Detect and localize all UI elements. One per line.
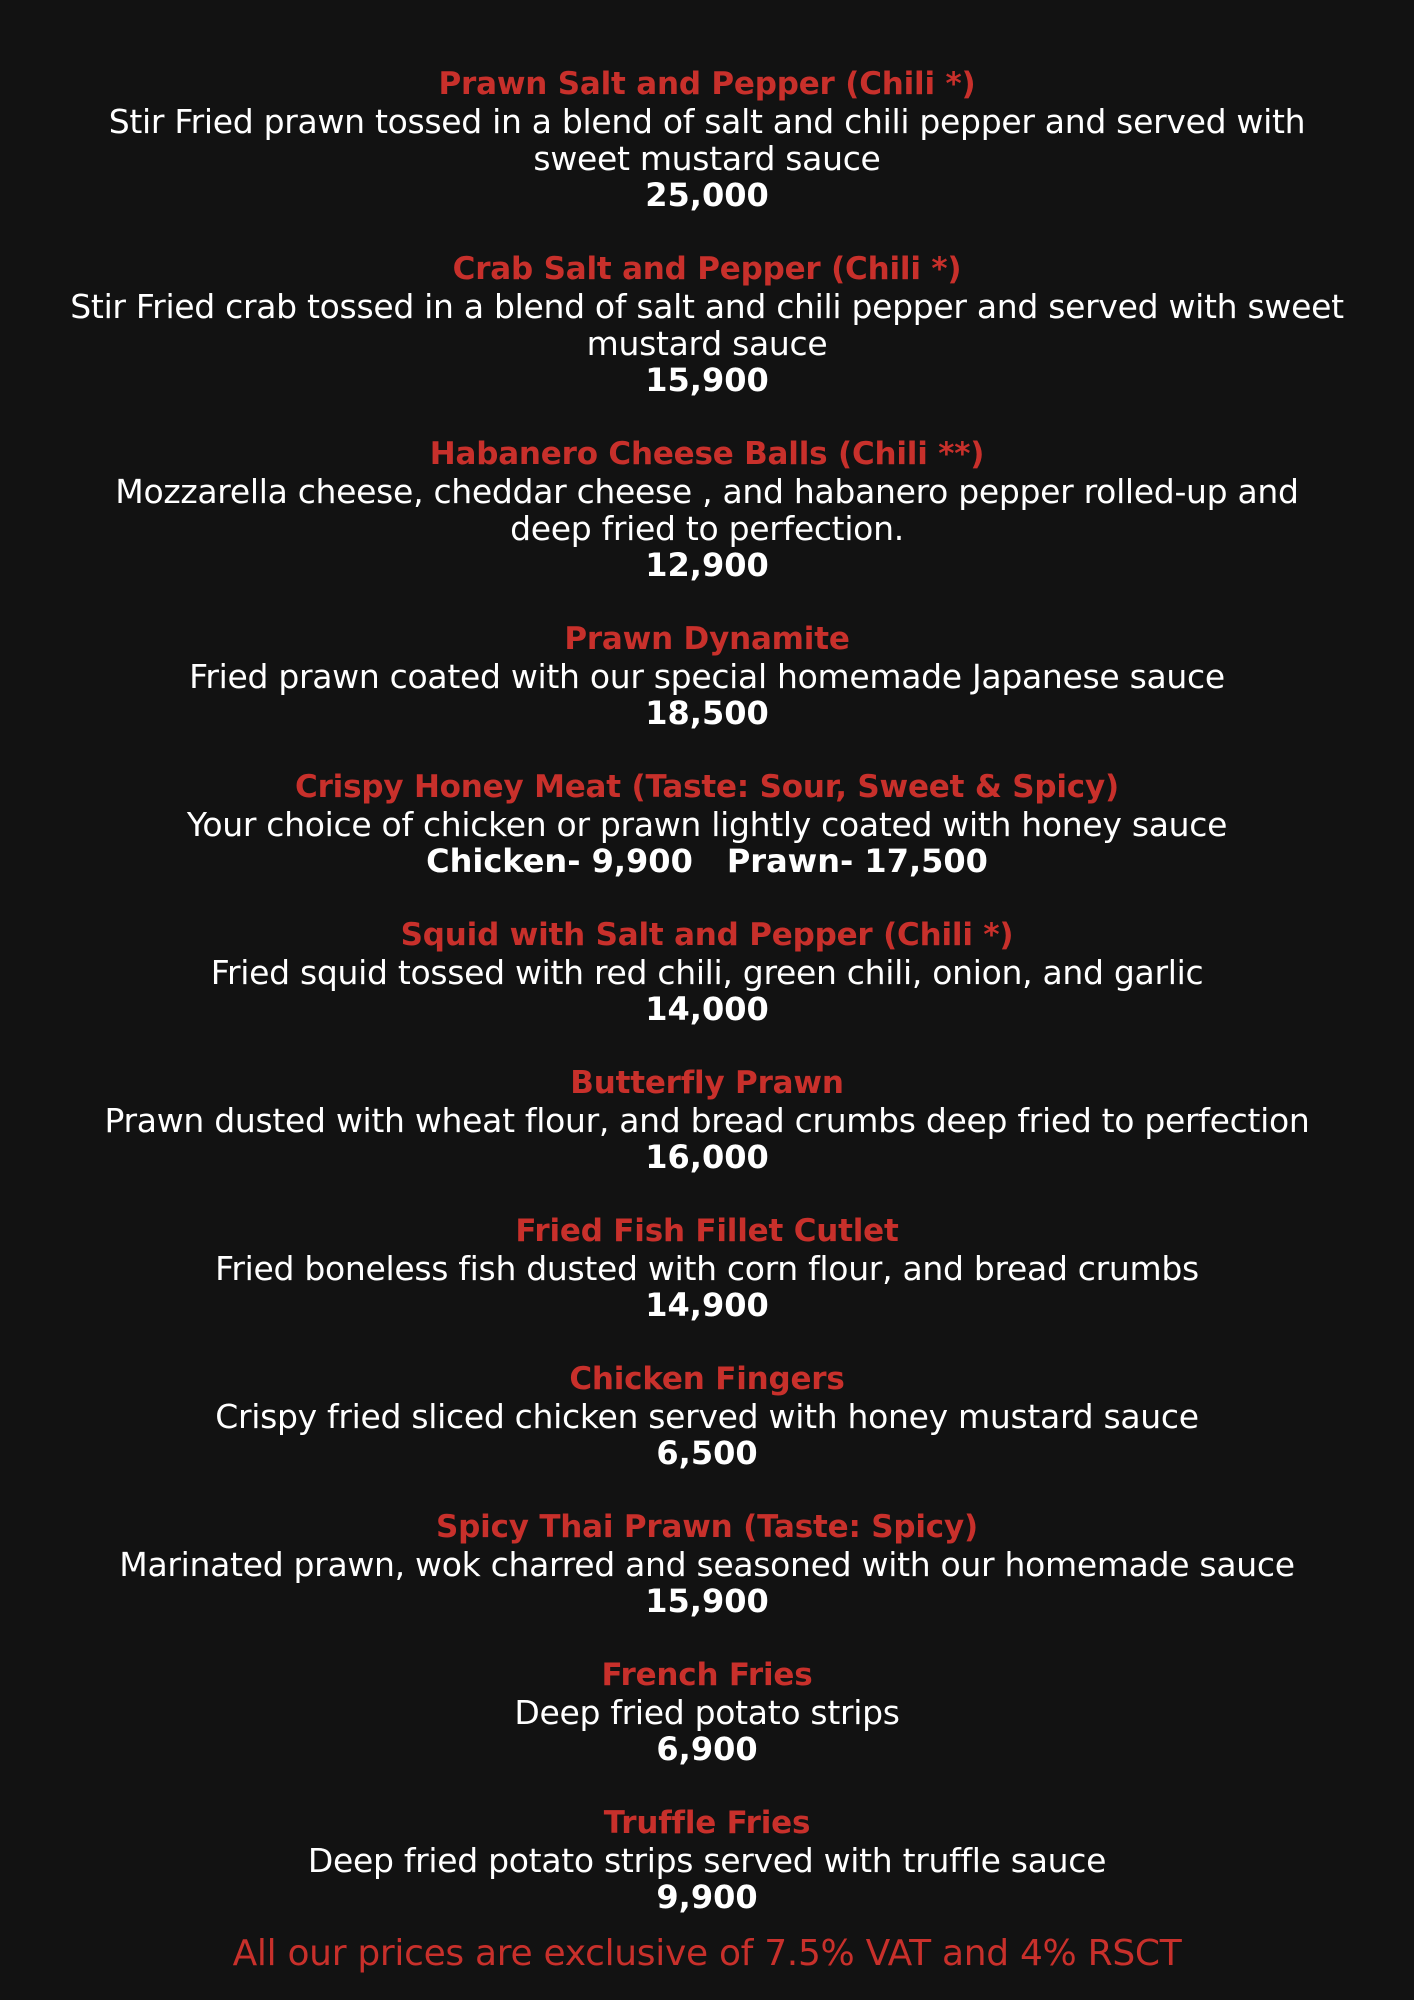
item-description: Stir Fried crab tossed in a blend of salt and chili pepper and served with sweet mustard sauce [70,287,1344,363]
menu-item-prawn-salt-pepper [0,66,1414,214]
item-price: 15,900 [645,361,769,399]
item-title: Spicy Thai Prawn (Taste: Spicy) [436,1509,978,1545]
vat-disclaimer: All our prices are exclusive of 7.5% VAT and 4% RSCT [232,1933,1182,1974]
item-price-chicken: Chicken- 9,900 [426,842,693,880]
item-title: Chicken Fingers [569,1361,845,1397]
item-price: 12,900 [645,546,769,584]
menu-item-habanero-cheese-balls [0,436,1414,584]
item-description: Crispy fried sliced chicken served with honey mustard sauce [215,1397,1199,1436]
item-title: Crispy Honey Meat (Taste: Sour, Sweet & Spicy) [295,769,1119,805]
item-description: Your choice of chicken or prawn lightly coated with honey sauce [186,805,1228,844]
item-price: 25,000 [645,176,769,214]
item-title: Fried Fish Fillet Cutlet [515,1213,899,1249]
item-description: Marinated prawn, wok charred and seasoned with our homemade sauce [119,1545,1295,1584]
item-price: 6,900 [656,1730,758,1768]
item-price: 6,500 [656,1434,758,1472]
menu-item-french-fries [0,1657,1414,1768]
menu-item-truffle-fries [0,1805,1414,1916]
item-title: Prawn Salt and Pepper (Chili *) [438,66,976,102]
item-description: Stir Fried prawn tossed in a blend of salt and chili pepper and served with sweet mustard sauce [108,102,1306,178]
item-description: Deep fried potato strips [514,1693,900,1732]
item-price: 14,900 [645,1286,769,1324]
item-price: 16,000 [645,1138,769,1176]
item-description: Prawn dusted with wheat flour, and bread crumbs deep fried to perfection [104,1101,1310,1140]
item-title: Squid with Salt and Pepper (Chili *) [400,917,1014,953]
item-description: Fried squid tossed with red chili, green chili, onion, and garlic [210,953,1204,992]
menu-item-spicy-thai-prawn [0,1509,1414,1620]
item-price: 14,000 [645,990,769,1028]
menu-item-fried-fish-fillet [0,1213,1414,1324]
menu-item-chicken-fingers [0,1361,1414,1472]
menu-item-prawn-dynamite [0,621,1414,732]
menu-item-crab-salt-pepper [0,251,1414,399]
item-title: Crab Salt and Pepper (Chili *) [452,251,962,287]
item-description: Deep fried potato strips served with truffle sauce [307,1841,1107,1880]
item-description: Mozzarella cheese, cheddar cheese , and habanero pepper rolled-up and deep fried to perfection. [115,472,1299,548]
item-title: Habanero Cheese Balls (Chili **) [429,436,985,472]
item-price: 9,900 [656,1878,758,1916]
menu-item-butterfly-prawn [0,1065,1414,1176]
item-title: Truffle Fries [603,1805,811,1841]
menu-item-squid-salt-pepper [0,917,1414,1028]
item-price: 18,500 [645,694,769,732]
menu-item-crispy-honey-meat [0,769,1414,880]
item-price: 15,900 [645,1582,769,1620]
item-description: Fried boneless fish dusted with corn flour, and bread crumbs [215,1249,1199,1288]
item-title: Prawn Dynamite [564,621,850,657]
item-price-options [0,843,1414,880]
item-title: Butterfly Prawn [570,1065,844,1101]
item-description: Fried prawn coated with our special homemade Japanese sauce [189,657,1225,696]
item-price-prawn: Prawn- 17,500 [726,842,988,880]
item-title: French Fries [601,1657,813,1693]
